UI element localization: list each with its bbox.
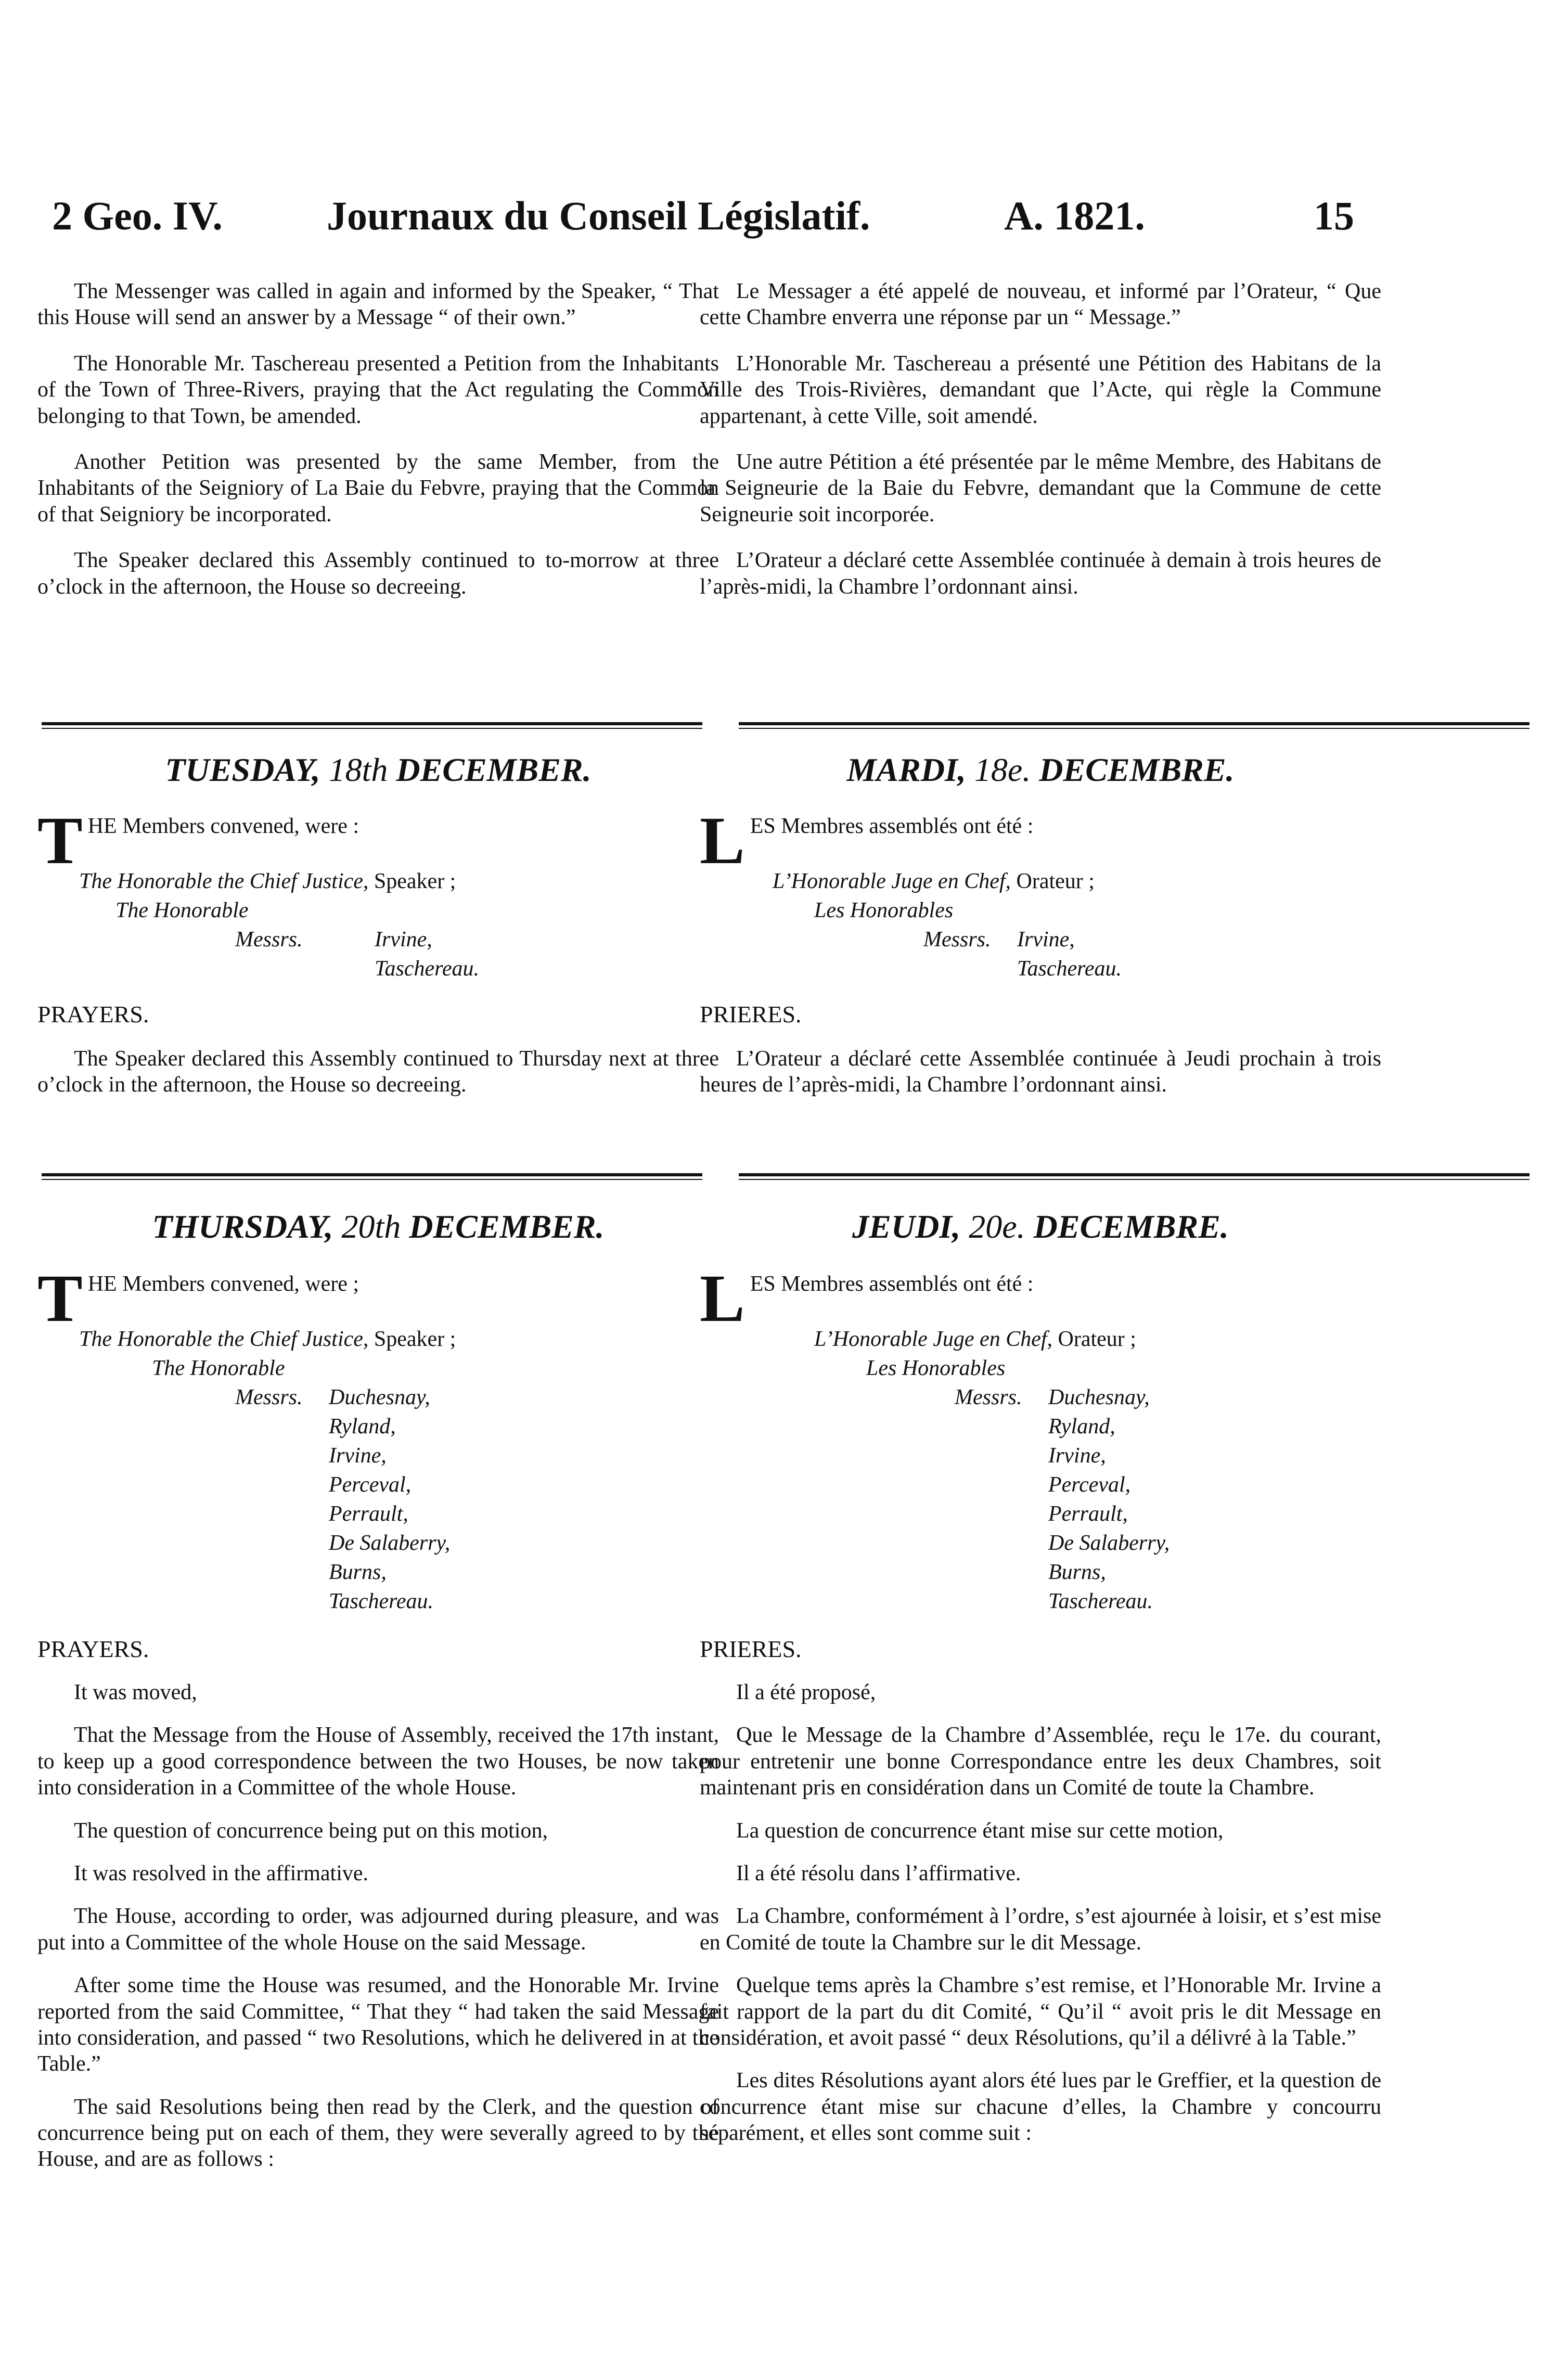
member-name: Perceval, xyxy=(1048,1473,1131,1497)
speaker-title: The Honorable the Chief Justice, xyxy=(79,1327,369,1351)
speaker-title: The Honorable the Chief Justice, xyxy=(79,869,369,893)
members-intro-text: HE Members convened, were : xyxy=(87,814,359,838)
prayers-heading: PRIERES. xyxy=(700,1001,802,1028)
thursday-heading-fr xyxy=(700,1206,1381,1248)
section-divider xyxy=(42,1173,1530,1180)
member-name: Perceval, xyxy=(329,1473,412,1497)
paragraph: La Chambre, conformément à l’ordre, s’est ajournée à loisir, et s’est mise en Comité de toute la Chambre sur le dit Message. xyxy=(700,1904,1381,1955)
paragraph: Les dites Résolutions ayant alors été lues par le Greffier, et la question de concurrence étant mise sur chacune d’elles, la Chambre y concourru séparément, et elles sont comme suit : xyxy=(700,2069,1381,2146)
speaker-role: Orateur ; xyxy=(1058,1327,1136,1351)
member-name: Duchesnay, xyxy=(1048,1385,1150,1409)
members-intro-text: HE Members convened, were ; xyxy=(87,1272,359,1296)
member-name: Ryland, xyxy=(329,1415,396,1439)
section-divider xyxy=(42,722,1530,729)
adjournment-paragraph: L’Orateur a déclaré cette Assemblée continuée à Jeudi prochain à trois heures de l’après-midi, la Chambre l’ordonnant ainsi. xyxy=(700,1047,1381,1097)
speaker-role: Orateur ; xyxy=(1016,869,1095,893)
messrs-label: Messrs. xyxy=(235,928,303,952)
header-title: Journaux du Conseil Législatif. xyxy=(327,193,870,238)
drop-cap: L xyxy=(700,803,745,878)
drop-cap: T xyxy=(37,1261,83,1336)
drop-cap: T xyxy=(37,803,83,878)
member-name: Taschereau. xyxy=(1017,957,1122,981)
paragraph: It was moved, xyxy=(74,1680,197,1704)
month-name: DECEMBRE. xyxy=(1039,751,1235,788)
speaker-title: L’Honorable Juge en Chef, xyxy=(773,869,1011,893)
honorable-label: The Honorable xyxy=(152,1356,285,1380)
paragraph: Que le Message de la Chambre d’Assemblée, reçu le 17e. du courant, pour entretenir une bonne Correspondance entre les deux Chambres, soit maintenant pris en considération dans un Comité de toute la Chambre. xyxy=(700,1723,1381,1800)
header-regnal-year: 2 Geo. IV. xyxy=(52,193,223,238)
member-name: Irvine, xyxy=(1017,928,1075,952)
thursday-french-proceedings xyxy=(700,1634,1381,2146)
prayers-heading: PRIERES. xyxy=(700,1636,802,1662)
paragraph: La question de concurrence étant mise sur cette motion, xyxy=(736,1818,1224,1843)
honorable-label: Les Honorables xyxy=(814,898,954,922)
member-row xyxy=(700,1383,1381,1412)
messrs-label: Messrs. xyxy=(235,1385,303,1409)
speaker-line xyxy=(700,1325,1381,1354)
thursday-english-proceedings xyxy=(37,1634,719,2173)
paragraph: L’Orateur a déclaré cette Assemblée continuée à demain à trois heures de l’après-midi, la Chambre l’ordonnant ainsi. xyxy=(700,548,1381,599)
header-page-number: 15 xyxy=(1314,193,1354,238)
members-intro xyxy=(37,1261,719,1336)
member-name: De Salaberry, xyxy=(329,1531,451,1555)
paragraph: Another Petition was presented by the same Member, from the Inhabitants of the Seigniory of La Baie du Febvre, praying that the Common of that Seigniory be incorporated. xyxy=(37,450,719,527)
day-name: JEUDI, xyxy=(852,1208,961,1245)
day-date: 18th xyxy=(328,751,388,788)
member-name: De Salaberry, xyxy=(1048,1531,1170,1555)
paragraph: Il a été proposé, xyxy=(736,1680,876,1704)
thursday-french-attendance xyxy=(700,1261,1381,1616)
speaker-role: Speaker ; xyxy=(374,1327,456,1351)
members-intro xyxy=(37,803,719,878)
month-name: DECEMBER. xyxy=(396,751,592,788)
member-row xyxy=(37,925,719,954)
prayers-heading: PRAYERS. xyxy=(37,1001,149,1028)
members-intro xyxy=(700,803,1381,878)
paragraph: L’Honorable Mr. Taschereau a présenté une Pétition des Habitans de la Ville des Trois-Rivières, demandant que l’Acte, qui règle la Commune appartenant, à cette Ville, soit amendé. xyxy=(700,351,1381,428)
month-name: DECEMBER. xyxy=(409,1208,605,1245)
paragraph: That the Message from the House of Assembly, received the 17th instant, to keep up a good correspondence between the two Houses, be now taken into consideration in a Committee of the whole House. xyxy=(37,1723,719,1800)
paragraph: The Messenger was called in again and informed by the Speaker, “ That this House will send an answer by a Message “ of their own.” xyxy=(37,279,719,330)
member-name: Irvine, xyxy=(329,1444,387,1468)
member-name: Perrault, xyxy=(1048,1502,1128,1526)
member-name: Duchesnay, xyxy=(329,1385,430,1409)
member-name: Taschereau. xyxy=(329,1589,434,1613)
day-date: 20th xyxy=(341,1208,401,1245)
paragraph: Il a été résolu dans l’affirmative. xyxy=(736,1861,1021,1885)
member-name: Burns, xyxy=(329,1560,387,1584)
day-date: 20e. xyxy=(969,1208,1025,1245)
day-name: THURSDAY, xyxy=(152,1208,333,1245)
top-english-column xyxy=(37,278,719,600)
thursday-english-attendance xyxy=(37,1261,719,1616)
paragraph: The House, according to order, was adjourned during pleasure, and was put into a Committee of the whole House on the said Message. xyxy=(37,1904,719,1955)
prayers-heading: PRAYERS. xyxy=(37,1636,149,1662)
paragraph: The question of concurrence being put on this motion, xyxy=(74,1818,548,1843)
member-row xyxy=(37,1383,719,1412)
member-name: Ryland, xyxy=(1048,1415,1115,1439)
member-name: Irvine, xyxy=(1048,1444,1106,1468)
member-name: Taschereau. xyxy=(375,957,480,981)
adjournment-paragraph: The Speaker declared this Assembly continued to Thursday next at three o’clock in the afternoon, the House so decreeing. xyxy=(37,1047,719,1097)
tuesday-heading-en xyxy=(37,749,719,791)
speaker-title: L’Honorable Juge en Chef, xyxy=(814,1327,1053,1351)
tuesday-french-attendance xyxy=(700,803,1381,1098)
members-intro-text: ES Membres assemblés ont été : xyxy=(750,1272,1034,1296)
messrs-label: Messrs. xyxy=(955,1385,1022,1409)
header-year: A. 1821. xyxy=(1004,193,1145,238)
month-name: DECEMBRE. xyxy=(1033,1208,1229,1245)
honorable-label: Les Honorables xyxy=(866,1356,1006,1380)
day-name: TUESDAY, xyxy=(165,751,320,788)
speaker-role: Speaker ; xyxy=(374,869,456,893)
members-intro xyxy=(700,1261,1381,1336)
member-name: Irvine, xyxy=(375,928,432,952)
day-date: 18e. xyxy=(974,751,1031,788)
paragraph: Une autre Pétition a été présentée par le même Membre, des Habitans de la Seigneurie de la Baie du Febvre, demandant que la Commune de cette Seigneurie soit incorporée. xyxy=(700,450,1381,527)
thursday-heading-en xyxy=(37,1206,719,1248)
drop-cap: L xyxy=(700,1261,745,1336)
member-name: Perrault, xyxy=(329,1502,408,1526)
messrs-label: Messrs. xyxy=(923,928,991,952)
paragraph: The Honorable Mr. Taschereau presented a Petition from the Inhabitants of the Town of Three-Rivers, praying that the Act regulating the Common belonging to that Town, be amended. xyxy=(37,351,719,428)
honorable-label: The Honorable xyxy=(115,898,249,922)
paragraph: It was resolved in the affirmative. xyxy=(74,1861,369,1885)
members-intro-text: ES Membres assemblés ont été : xyxy=(750,814,1034,838)
paragraph: The Speaker declared this Assembly continued to to-morrow at three o’clock in the afternoon, the House so decreeing. xyxy=(37,548,719,599)
paragraph: The said Resolutions being then read by the Clerk, and the question of concurrence being put on each of them, they were severally agreed to by the House, and are as follows : xyxy=(37,2095,719,2172)
paragraph: After some time the House was resumed, and the Honorable Mr. Irvine reported from the said Committee, “ That they “ had taken the said Message into consideration, and passed “ two Resolutions, which he delivered in at the Table.” xyxy=(37,1973,719,2076)
speaker-line xyxy=(37,1325,719,1354)
member-name: Taschereau. xyxy=(1048,1589,1153,1613)
top-french-column xyxy=(700,278,1381,600)
paragraph: Le Messager a été appelé de nouveau, et informé par l’Orateur, “ Que cette Chambre enverra une réponse par un “ Message.” xyxy=(700,279,1381,330)
tuesday-english-attendance xyxy=(37,803,719,1098)
paragraph: Quelque tems après la Chambre s’est remise, et l’Honorable Mr. Irvine a fait rapport de la part du dit Comité, “ Qu’il “ avoit pris le dit Message en considération, et avoit passé “ deux Résolutions, qu’il a délivré à la Table.” xyxy=(700,1973,1381,2050)
speaker-line xyxy=(37,867,719,896)
member-row xyxy=(700,925,1381,954)
speaker-line xyxy=(700,867,1381,896)
tuesday-heading-fr xyxy=(700,749,1381,791)
member-name: Burns, xyxy=(1048,1560,1106,1584)
day-name: MARDI, xyxy=(846,751,966,788)
